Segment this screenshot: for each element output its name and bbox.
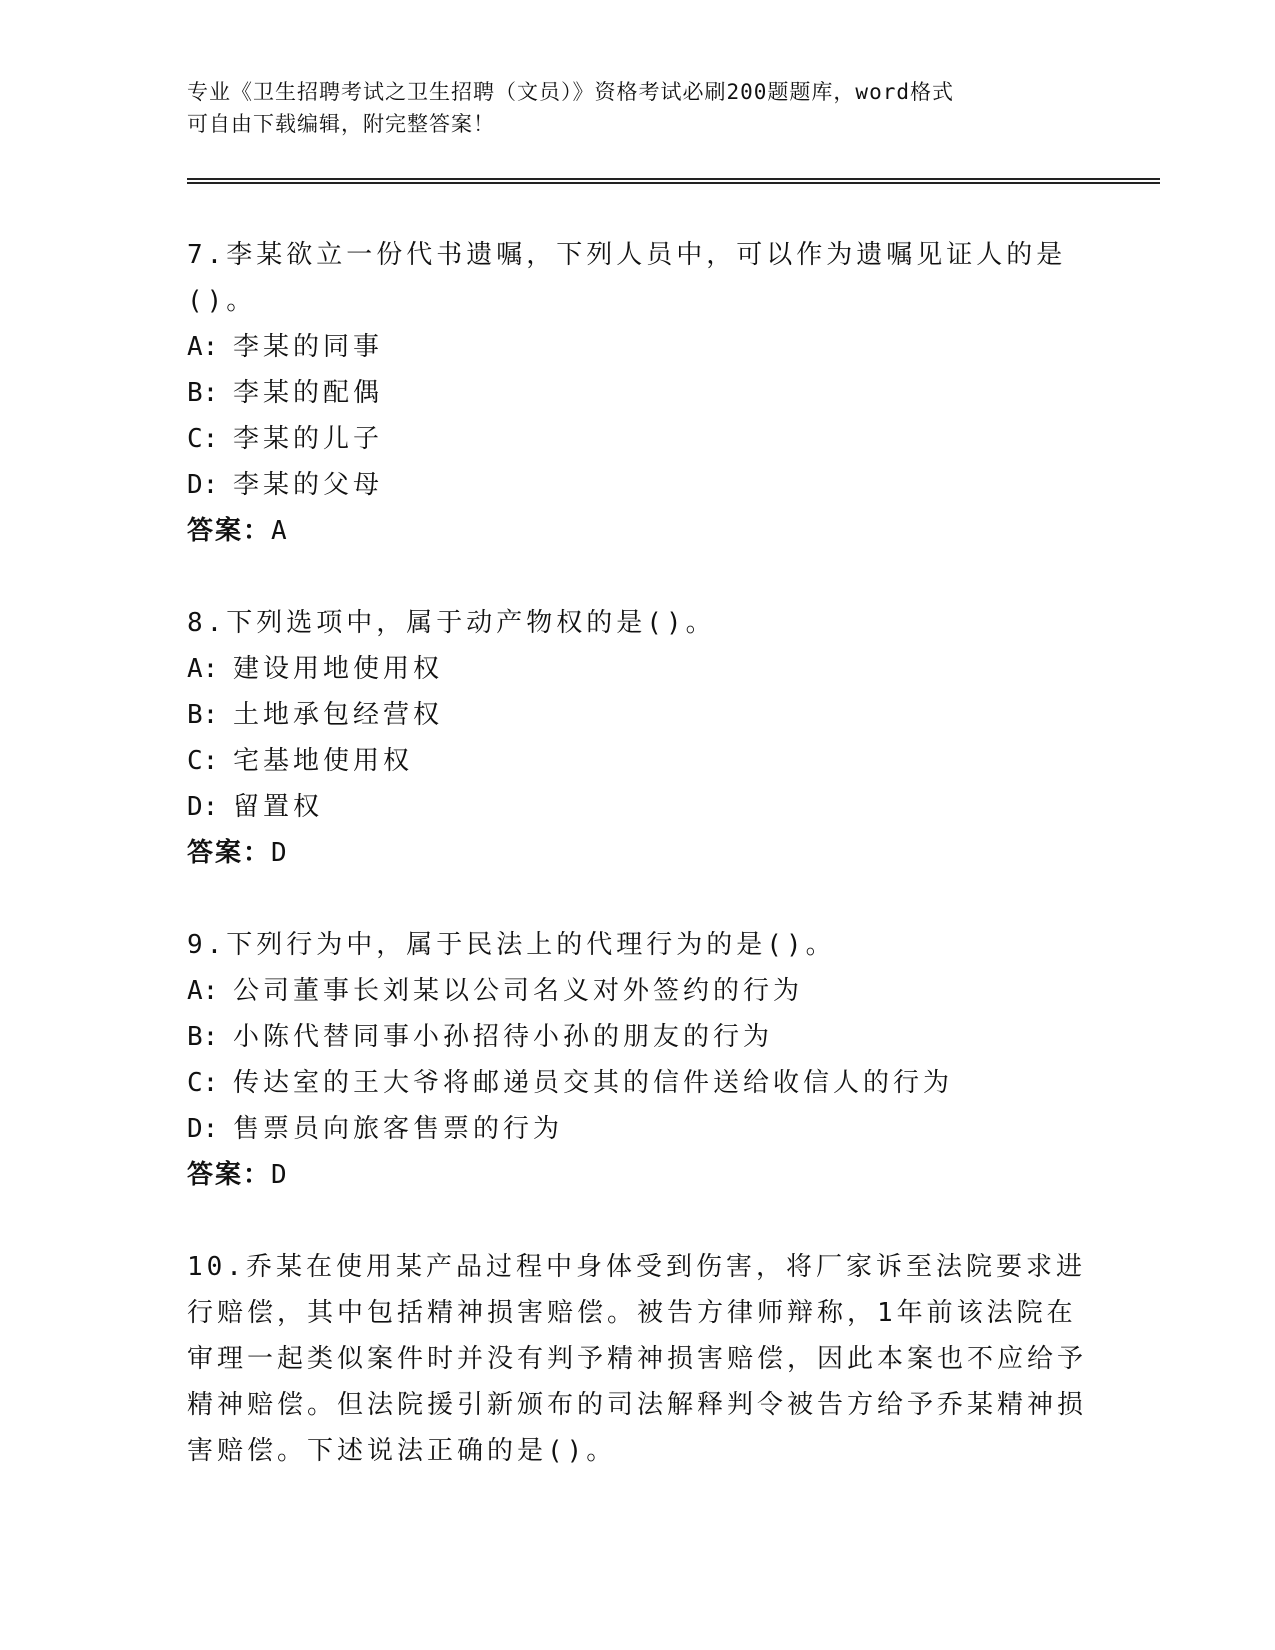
option-a xyxy=(187,968,1087,1014)
option-b xyxy=(187,692,1087,738)
header-line-1: 专业《卫生招聘考试之卫生招聘（文员）》资格考试必刷200题题库，word格式 xyxy=(187,80,954,104)
option-c xyxy=(187,416,1087,462)
option-key: A: xyxy=(187,332,219,362)
question-10 xyxy=(187,1244,1087,1474)
option-d xyxy=(187,462,1087,508)
option-key: B: xyxy=(187,378,219,408)
option-text: 公司董事长刘某以公司名义对外签约的行为 xyxy=(233,976,804,1006)
option-key: D: xyxy=(187,470,219,500)
question-stem: 7.李某欲立一份代书遗嘱，下列人员中，可以作为遗嘱见证人的是()。 xyxy=(187,240,1067,316)
option-key: A: xyxy=(187,654,219,684)
question-list xyxy=(187,232,1087,1520)
option-text: 宅基地使用权 xyxy=(233,746,414,776)
option-c xyxy=(187,738,1087,784)
option-key: C: xyxy=(187,1068,219,1098)
answer-label: 答案： xyxy=(187,838,272,868)
option-key: D: xyxy=(187,792,219,822)
option-d xyxy=(187,1106,1087,1152)
option-text: 留置权 xyxy=(233,792,324,822)
document-header xyxy=(187,76,1067,140)
answer-line xyxy=(187,830,1087,876)
option-text: 建设用地使用权 xyxy=(233,654,444,684)
option-d xyxy=(187,784,1087,830)
answer-label: 答案： xyxy=(187,516,272,546)
option-c xyxy=(187,1060,1087,1106)
question-9 xyxy=(187,922,1087,1198)
answer-value: D xyxy=(271,838,289,868)
option-key: A: xyxy=(187,976,219,1006)
answer-line xyxy=(187,508,1087,554)
header-line-2: 可自由下载编辑，附完整答案！ xyxy=(187,112,495,136)
option-a xyxy=(187,324,1087,370)
option-text: 李某的同事 xyxy=(233,332,384,362)
question-stem: 9.下列行为中，属于民法上的代理行为的是()。 xyxy=(187,930,836,960)
option-key: D: xyxy=(187,1114,219,1144)
answer-value: A xyxy=(271,516,289,546)
answer-label: 答案： xyxy=(187,1160,272,1190)
option-b xyxy=(187,370,1087,416)
option-b xyxy=(187,1014,1087,1060)
option-key: C: xyxy=(187,746,219,776)
answer-value: D xyxy=(271,1160,289,1190)
option-text: 李某的儿子 xyxy=(233,424,384,454)
option-text: 土地承包经营权 xyxy=(233,700,444,730)
answer-line xyxy=(187,1152,1087,1198)
option-text: 传达室的王大爷将邮递员交其的信件送给收信人的行为 xyxy=(233,1068,954,1098)
header-divider xyxy=(187,178,1160,184)
option-key: B: xyxy=(187,1022,219,1052)
question-8 xyxy=(187,600,1087,876)
option-key: B: xyxy=(187,700,219,730)
option-text: 李某的父母 xyxy=(233,470,384,500)
option-key: C: xyxy=(187,424,219,454)
option-text: 售票员向旅客售票的行为 xyxy=(233,1114,564,1144)
question-7 xyxy=(187,232,1087,554)
option-a xyxy=(187,646,1087,692)
option-text: 李某的配偶 xyxy=(233,378,384,408)
option-text: 小陈代替同事小孙招待小孙的朋友的行为 xyxy=(233,1022,774,1052)
question-stem: 10.乔某在使用某产品过程中身体受到伤害，将厂家诉至法院要求进行赔偿，其中包括精神损害赔偿。被告方律师辩称，1年前该法院在审理一起类似案件时并没有判予精神损害赔偿，因此本案也不应给予精神赔偿。但法院援引新颁布的司法解释判令被告方给予乔某精神损害赔偿。下述说法正确的是()。 xyxy=(187,1252,1088,1466)
question-stem: 8.下列选项中，属于动产物权的是()。 xyxy=(187,608,716,638)
